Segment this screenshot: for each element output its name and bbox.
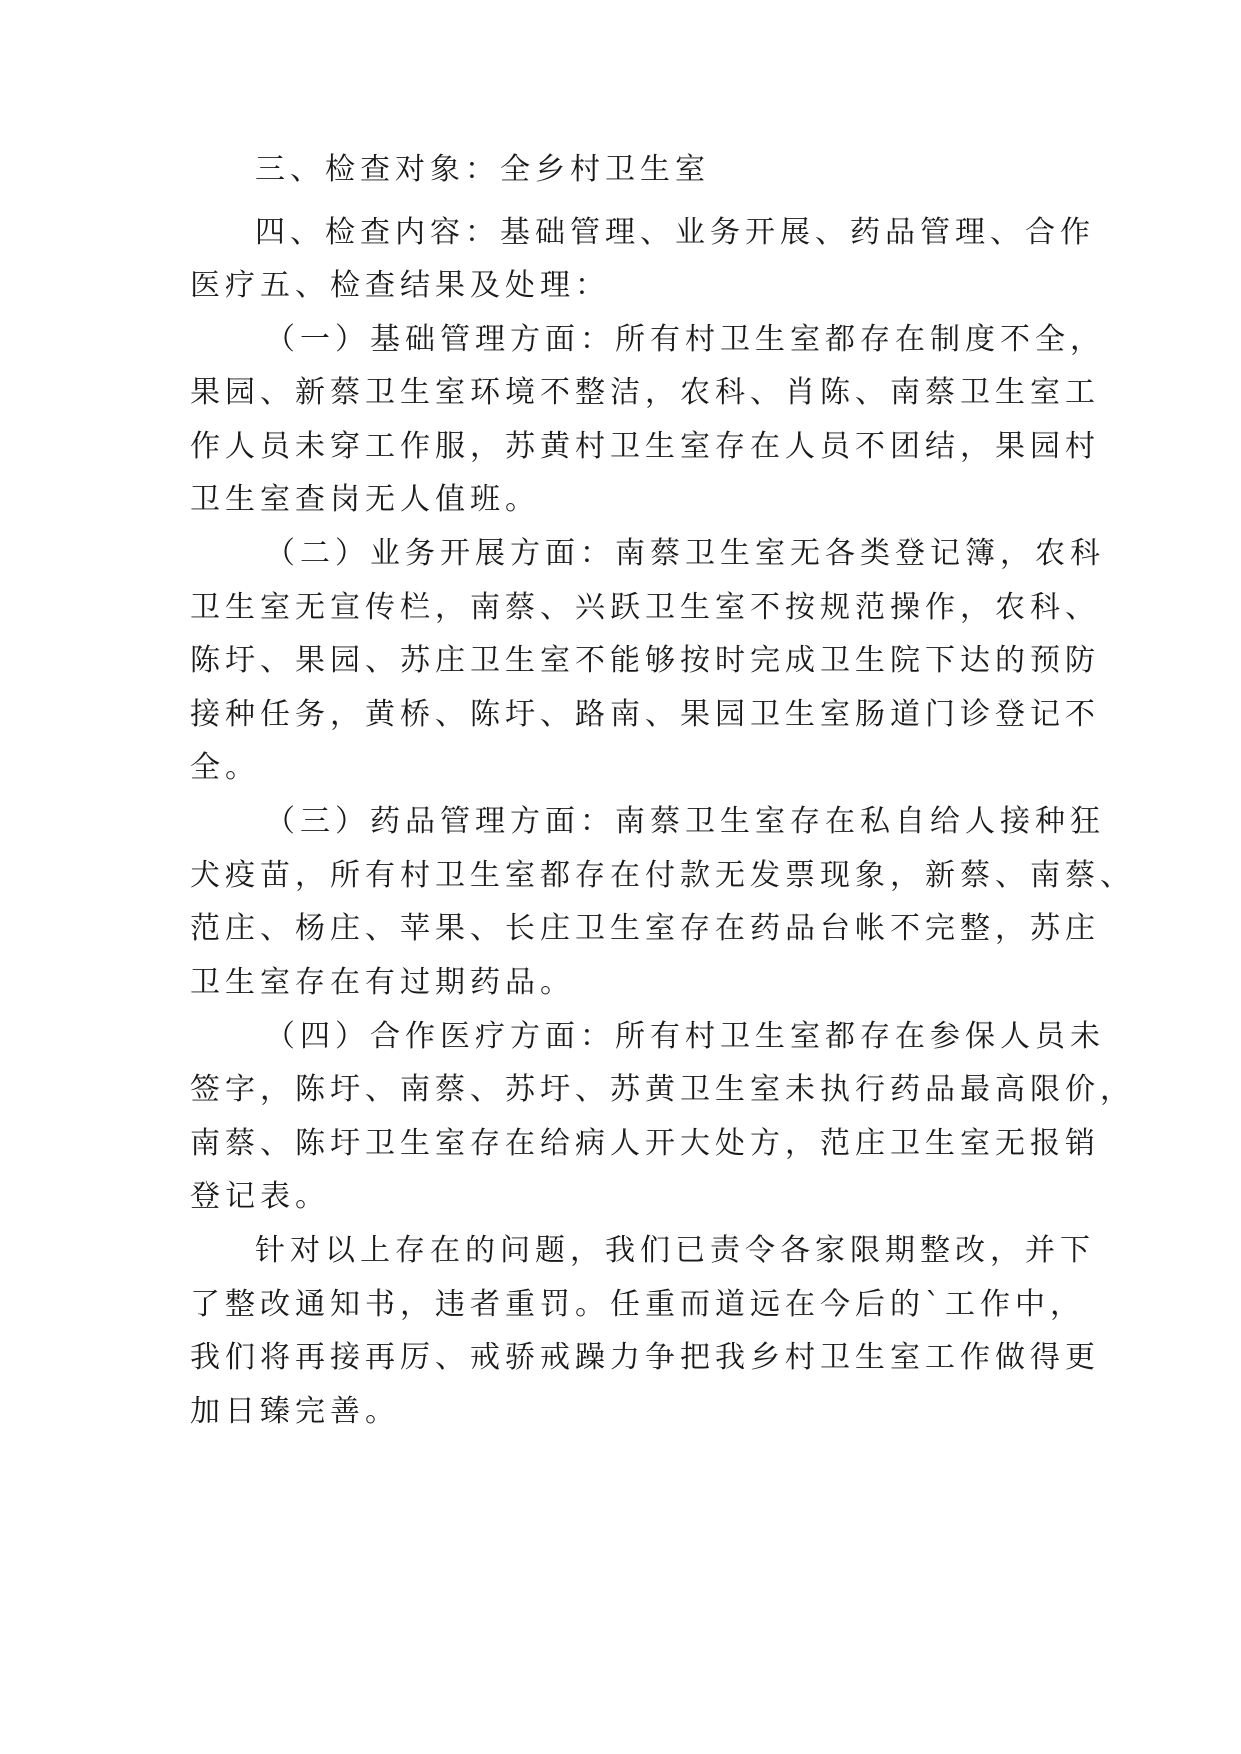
text-line: 犬疫苗，所有村卫生室都存在付款无发票现象，新蔡、南蔡、 bbox=[190, 858, 1135, 893]
conclusion-paragraph: 针对以上存在的问题，我们已责令各家限期整改，并下 bbox=[255, 1233, 1095, 1268]
text-line: 南蔡、陈圩卫生室存在给病人开大处方，范庄卫生室无报销 bbox=[190, 1126, 1100, 1161]
text-line: 卫生室存在有过期药品。 bbox=[190, 965, 575, 1000]
text-line: 我们将再接再厉、戒骄戒躁力争把我乡村卫生室工作做得更 bbox=[190, 1340, 1100, 1375]
text-line: 登记表。 bbox=[190, 1179, 330, 1214]
heading-inspection-target: 三、检查对象：全乡村卫生室 bbox=[255, 152, 710, 187]
text-line: 了整改通知书，违者重罚。任重而道远在今后的`工作中， bbox=[190, 1287, 1085, 1322]
text-line: 陈圩、果园、苏庄卫生室不能够按时完成卫生院下达的预防 bbox=[190, 643, 1100, 678]
text-line: 全。 bbox=[190, 750, 260, 785]
text-line: 范庄、杨庄、苹果、长庄卫生室存在药品台帐不完整，苏庄 bbox=[190, 911, 1100, 946]
text-line: 卫生室查岗无人值班。 bbox=[190, 482, 540, 517]
text-line: 果园、新蔡卫生室环境不整洁，农科、肖陈、南蔡卫生室工 bbox=[190, 375, 1100, 410]
section-cooperative-medical: （四）合作医疗方面：所有村卫生室都存在参保人员未 bbox=[265, 1019, 1105, 1054]
section-basic-management: （一）基础管理方面：所有村卫生室都存在制度不全， bbox=[265, 322, 1105, 357]
text-line: 医疗五、检查结果及处理： bbox=[190, 268, 610, 303]
text-line: 作人员未穿工作服，苏黄村卫生室存在人员不团结，果园村 bbox=[190, 429, 1100, 464]
text-line: 卫生室无宣传栏，南蔡、兴跃卫生室不按规范操作，农科、 bbox=[190, 590, 1100, 625]
section-drug-management: （三）药品管理方面：南蔡卫生室存在私自给人接种狂 bbox=[265, 804, 1105, 839]
text-line: 签字，陈圩、南蔡、苏圩、苏黄卫生室未执行药品最高限价， bbox=[190, 1072, 1135, 1107]
heading-inspection-content: 四、检查内容：基础管理、业务开展、药品管理、合作 bbox=[255, 215, 1095, 250]
text-line: 加日臻完善。 bbox=[190, 1394, 400, 1429]
section-business-development: （二）业务开展方面：南蔡卫生室无各类登记簿，农科 bbox=[265, 536, 1105, 571]
text-line: 接种任务，黄桥、陈圩、路南、果园卫生室肠道门诊登记不 bbox=[190, 697, 1100, 732]
